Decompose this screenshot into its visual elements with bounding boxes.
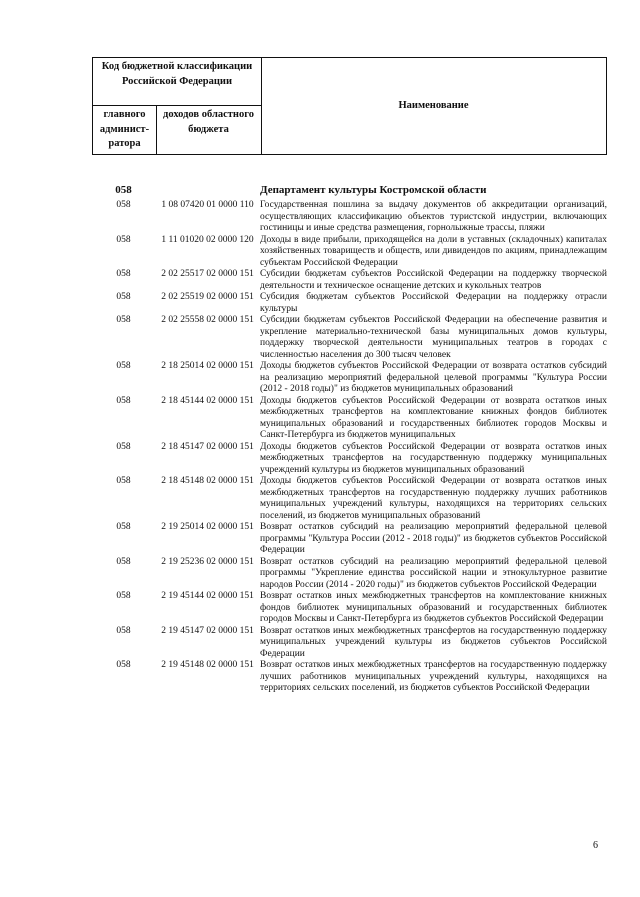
budget-code: 2 18 45147 02 0000 151	[161, 441, 254, 452]
admin-code: 058	[116, 591, 131, 601]
header-admin-label: главного админист-ратора	[99, 109, 150, 149]
admin-code: 058	[116, 476, 131, 486]
budget-code: 2 19 25014 02 0000 151	[161, 522, 254, 532]
table-row	[92, 292, 607, 315]
revenue-name: Субсидии бюджетам субъектов Российской Федерации на обеспечение развития и укрепление материально-технической базы муниципальных домов культуры, поддержку творческой деятельности муниципальных театров в городах с численностью населения до 300 тысяч человек	[260, 315, 607, 360]
budget-code: 2 18 45148 02 0000 151	[161, 476, 254, 486]
revenue-name: Доходы в виде прибыли, приходящейся на доли в уставных (складочных) капиталах хозяйственных товариществ и обществ, или дивидендов по акциям, принадлежащим субъектам Российской Федерации	[260, 234, 607, 268]
table-row	[92, 557, 607, 592]
admin-code: 058	[116, 441, 131, 452]
budget-code: 2 19 25236 02 0000 151	[161, 556, 254, 567]
table-row	[92, 660, 607, 695]
revenue-name: Субсидия бюджетам субъектов Российской Федерации на поддержку отрасли культуры	[260, 292, 607, 314]
revenue-name: Возврат остатков иных межбюджетных трансфертов на государственную поддержку муниципальных учреждений культуры из бюджетов субъектов Российской Федерации	[260, 625, 607, 659]
budget-code: 2 02 25519 02 0000 151	[161, 292, 254, 302]
revenue-name: Возврат остатков субсидий на реализацию мероприятий федеральной целевой программы "Культура России (2012 - 2018 годы)" из бюджетов субъектов Российской Федерации	[260, 522, 607, 555]
revenue-name: Доходы бюджетов субъектов Российской Федерации от возврата остатков иных межбюджетных трансфертов на комплектование книжных фондов библиотек муниципальных образований и государственных библиотек городов Москвы и Санкт-Петербурга из бюджетов муниципальных	[260, 395, 607, 440]
revenue-table-body	[92, 184, 607, 695]
admin-code: 058	[116, 625, 131, 636]
revenue-name: Возврат остатков иных межбюджетных трансфертов на государственную поддержку лучших работников муниципальных учреждений культуры, находящихся на территориях сельских поселений, из бюджетов субъектов Российской Федерации	[260, 660, 607, 693]
header-income-label: доходов областного бюджета	[163, 109, 254, 135]
admin-code: 058	[116, 269, 131, 279]
budget-code: 1 08 07420 01 0000 110	[161, 200, 254, 210]
table-row	[92, 442, 607, 477]
table-row	[92, 235, 607, 270]
revenue-name: Возврат остатков иных межбюджетных трансфертов на комплектование книжных фондов библиотек муниципальных образований и государственных библиотек городов Москвы и Санкт-Петербурга из бюджетов субъектов Российской Федерации	[260, 591, 607, 624]
revenue-name: Субсидии бюджетам субъектов Российской Федерации на поддержку творческой деятельности и техническое оснащение детских и кукольных театров	[260, 269, 607, 291]
table-row	[92, 200, 607, 235]
admin-code: 058	[116, 395, 131, 406]
revenue-name: Доходы бюджетов субъектов Российской Федерации от возврата остатков иных межбюджетных трансфертов на государственную поддержку лучших работников муниципальных учреждений культуры, находящихся на территориях сельских поселений, из бюджетов муниципальных образований	[260, 476, 607, 521]
header-code-title: Код бюджетной классификации Российской Федерации	[101, 61, 253, 87]
department-code: 058	[115, 184, 132, 196]
revenue-name: Возврат остатков субсидий на реализацию мероприятий федеральной целевой программы "Укрепление единства российской нации и этнокультурное развитие народов России (2014 - 2020 годы)" из бюджетов субъектов Российской Федерации	[260, 556, 607, 590]
admin-code: 058	[116, 234, 131, 245]
page-number: 6	[593, 840, 598, 851]
budget-code: 2 19 45147 02 0000 151	[161, 625, 254, 636]
header-divider	[93, 105, 261, 106]
revenue-name: Государственная пошлина за выдачу документов об аккредитации организаций, осуществляющих классификацию объектов туристской индустрии, включающих гостиницы и иные средства размещения, горнолыжные трассы, пляжи	[260, 200, 607, 233]
budget-code: 1 11 01020 02 0000 120	[161, 234, 254, 245]
admin-code: 058	[116, 556, 131, 567]
table-row	[92, 361, 607, 396]
table-row	[92, 315, 607, 361]
department-name: Департамент культуры Костромской области	[260, 184, 487, 196]
budget-code: 2 02 25517 02 0000 151	[161, 269, 254, 279]
table-row	[92, 626, 607, 661]
admin-code: 058	[116, 200, 131, 210]
admin-code: 058	[116, 292, 131, 302]
budget-code: 2 19 45144 02 0000 151	[161, 591, 254, 601]
budget-code: 2 02 25558 02 0000 151	[161, 315, 254, 325]
table-row	[92, 269, 607, 292]
table-row	[92, 476, 607, 522]
admin-code: 058	[116, 660, 131, 670]
header-name-label: Наименование	[398, 99, 469, 111]
budget-code: 2 19 45148 02 0000 151	[161, 660, 254, 670]
table-row	[92, 396, 607, 442]
header-table	[92, 57, 607, 155]
table-row	[92, 522, 607, 557]
table-row	[92, 591, 607, 626]
admin-code: 058	[116, 315, 131, 325]
department-row	[92, 184, 607, 197]
revenue-name: Доходы бюджетов субъектов Российской Федерации от возврата остатков субсидий на реализацию мероприятий федеральной целевой программы "Культура России (2012 - 2018 годы)" из бюджетов муниципальных образований	[260, 361, 607, 394]
admin-code: 058	[116, 361, 131, 371]
admin-code: 058	[116, 522, 131, 532]
revenue-name: Доходы бюджетов субъектов Российской Федерации от возврата остатков иных межбюджетных трансфертов на государственную поддержку муниципальных учреждений культуры из бюджетов муниципальных образований	[260, 441, 607, 475]
budget-code: 2 18 45144 02 0000 151	[161, 395, 254, 406]
budget-code: 2 18 25014 02 0000 151	[161, 361, 254, 371]
